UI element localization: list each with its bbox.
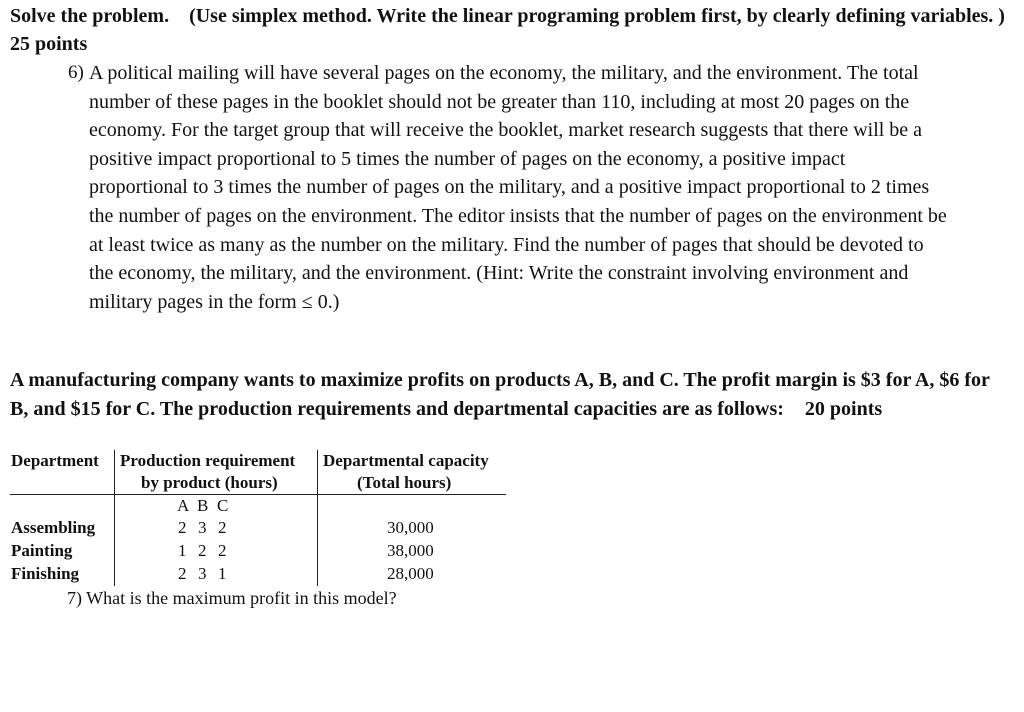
product-label-a: A (177, 496, 190, 515)
problem-2-points: 20 points (804, 397, 883, 420)
row-department: Assembling (11, 518, 96, 537)
row-b-hours: 3 (198, 564, 207, 583)
problem-2-statement (10, 366, 1010, 423)
product-label-b: B (197, 496, 209, 515)
instructions-header: Solve the problem. (Use simplex method. Write the linear programing problem first, by clearly defining variables. ) 25 points (10, 5, 1005, 55)
row-c-hours: 2 (218, 518, 227, 537)
row-b-hours: 2 (198, 541, 207, 560)
row-c-hours: 2 (218, 541, 227, 560)
row-department: Finishing (11, 564, 80, 583)
question-6-text: A political mailing will have several pages on the economy, the military, and the environment. The total number of these pages in the booklet should not be greater than 110, including at most 20 pages on the economy. For the target group that will receive the booklet, market research suggests that there will be a positive impact proportional to 5 times the number of pages on the economy, a positive impact proportional to 3 times the number of pages on the military, and a positive impact proportional to 2 times the number of pages on the environment. The editor insists that the number of pages on the environment be at least twice as many as the number on the military. Find the number of pages that should be devoted to the economy, the military, and the environment. (Hint: Write the constraint involving environment and military pages in the form ≤ 0.) (89, 62, 947, 313)
question-6 (68, 59, 948, 316)
table-divider (114, 450, 115, 586)
row-a-hours: 2 (178, 564, 187, 583)
row-capacity: 28,000 (387, 564, 434, 583)
row-capacity: 30,000 (387, 518, 434, 537)
header-capacity-line1: Departmental capacity (323, 451, 489, 470)
row-capacity: 38,000 (387, 541, 434, 560)
header-capacity-line2: (Total hours) (357, 473, 452, 492)
header-production-line2: by product (hours) (141, 473, 278, 492)
row-a-hours: 2 (178, 518, 187, 537)
question-7: 7) What is the maximum profit in this model? (67, 588, 397, 608)
question-6-number: 6) (68, 62, 84, 83)
production-table (10, 450, 510, 586)
row-a-hours: 1 (178, 541, 187, 560)
row-c-hours: 1 (218, 564, 227, 583)
problem-2-text: A manufacturing company wants to maximize profits on products A, B, and C. The profit margin is $3 for A, $6 for B, and $15 for C. The production requirements and departmental capacities are as follows: (10, 369, 990, 420)
header-production-line1: Production requirement (120, 451, 296, 470)
table-divider (317, 450, 318, 586)
row-department: Painting (11, 541, 73, 560)
product-label-c: C (217, 496, 229, 515)
row-b-hours: 3 (198, 518, 207, 537)
table-divider (10, 494, 506, 495)
header-department: Department (11, 451, 99, 470)
